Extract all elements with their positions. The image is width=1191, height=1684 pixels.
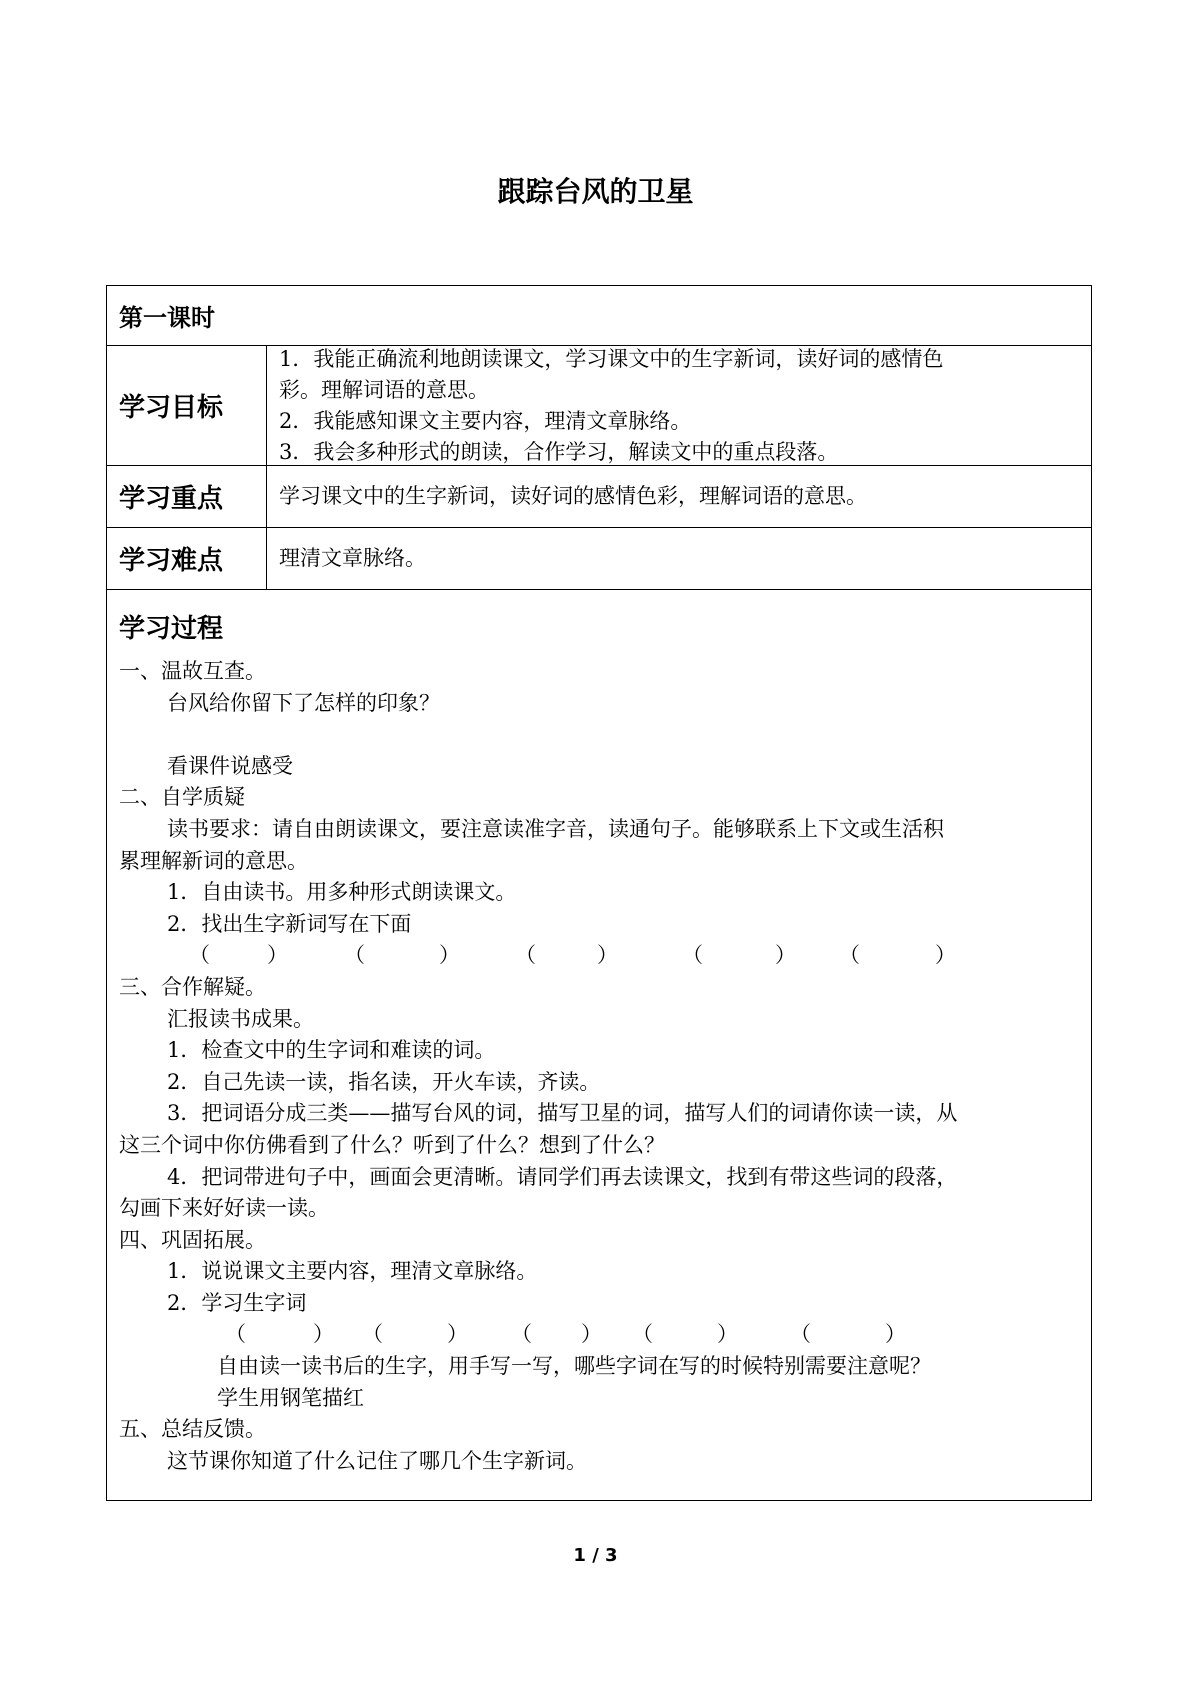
blank-open: （ [225, 1322, 246, 1347]
blank-close: ） [447, 1322, 468, 1347]
goals-content [267, 346, 1091, 465]
focus-content: 学习课文中的生字新词，读好词的感情色彩，理解词语的意思。 [279, 484, 867, 508]
blank-open: （ [790, 1322, 811, 1347]
blank-close: ） [581, 1322, 602, 1347]
blank-open: （ [362, 1322, 383, 1347]
process-label: 学习过程 [119, 614, 224, 644]
blank-open: （ [839, 943, 860, 968]
process-line: 学生用钢笔描红 [217, 1385, 364, 1410]
process-line: 2．学习生字词 [167, 1290, 307, 1315]
process-line: 台风给你留下了怎样的印象？ [167, 690, 440, 715]
process-line: 3．把词语分成三类——描写台风的词，描写卫星的词，描写人们的词请你读一读，从 [167, 1101, 958, 1126]
focus-row [107, 466, 1091, 528]
process-line: 1．自由读书。用多种形式朗读课文。 [167, 880, 517, 905]
goals-row [107, 346, 1091, 466]
page-number: 1 / 3 [573, 1545, 618, 1566]
blank-open: （ [511, 1322, 532, 1347]
blank-close: ） [885, 1322, 906, 1347]
goal-line: 彩。理解词语的意思。 [279, 377, 489, 402]
process-line: 2．自己先读一读，指名读，开火车读，齐读。 [167, 1069, 601, 1094]
process-content [119, 656, 1079, 1477]
process-line: 1．检查文中的生字词和难读的词。 [167, 1038, 496, 1063]
blank-close: ） [267, 943, 288, 968]
lesson-heading: 第一课时 [119, 304, 215, 332]
blank-open: （ [632, 1322, 653, 1347]
blanks-row-2 [119, 1319, 1079, 1351]
blank-close: ） [935, 943, 956, 968]
blank-close: ） [775, 943, 796, 968]
page-title: 跟踪台风的卫星 [497, 175, 694, 208]
process-line: 看课件说感受 [167, 753, 293, 778]
difficulty-row [107, 528, 1091, 590]
lesson-row [107, 286, 1091, 346]
goals-label: 学习目标 [107, 346, 267, 465]
process-line: 2．找出生字新词写在下面 [167, 911, 412, 936]
section-heading: 四、巩固拓展。 [119, 1227, 266, 1252]
section-heading: 二、自学质疑 [119, 785, 245, 810]
blank-open: （ [515, 943, 536, 968]
blank-close: ） [313, 1322, 334, 1347]
blank-open: （ [189, 943, 210, 968]
section-heading: 三、合作解疑。 [119, 974, 266, 999]
blank-open: （ [682, 943, 703, 968]
focus-label: 学习重点 [107, 466, 267, 527]
process-line: 自由读一读书后的生字，用手写一写，哪些字词在写的时候特别需要注意呢？ [217, 1354, 931, 1379]
section-heading: 一、温故互查。 [119, 659, 266, 683]
difficulty-label: 学习难点 [107, 528, 267, 589]
process-line: 汇报读书成果。 [167, 1006, 314, 1031]
blanks-row-1 [119, 940, 1079, 972]
lesson-table [106, 285, 1092, 1501]
process-line: 4．把词带进句子中，画面会更清晰。请同学们再去读课文，找到有带这些词的段落， [167, 1164, 958, 1189]
section-heading: 五、总结反馈。 [119, 1417, 266, 1442]
blank-close: ） [717, 1322, 738, 1347]
blank-open: （ [344, 943, 365, 968]
process-line: 这三个词中你仿佛看到了什么？听到了什么？想到了什么？ [119, 1132, 665, 1157]
difficulty-content: 理清文章脉络。 [279, 546, 426, 570]
goal-line: 1．我能正确流利地朗读课文，学习课文中的生字新词，读好词的感情色 [279, 346, 944, 371]
blank-close: ） [597, 943, 618, 968]
process-line: 勾画下来好好读一读。 [119, 1196, 329, 1221]
process-line: 累理解新词的意思。 [119, 848, 308, 873]
process-row [107, 590, 1091, 1500]
blank-close: ） [439, 943, 460, 968]
goal-line: 3．我会多种形式的朗读，合作学习，解读文中的重点段落。 [279, 439, 839, 464]
goal-line: 2．我能感知课文主要内容，理清文章脉络。 [279, 408, 692, 433]
blank-line [119, 719, 1079, 751]
process-line: 这节课你知道了什么记住了哪几个生字新词。 [167, 1448, 587, 1473]
process-line: 1．说说课文主要内容，理清文章脉络。 [167, 1259, 538, 1284]
process-line: 读书要求：请自由朗读课文，要注意读准字音，读通句子。能够联系上下文或生活积 [167, 816, 944, 841]
